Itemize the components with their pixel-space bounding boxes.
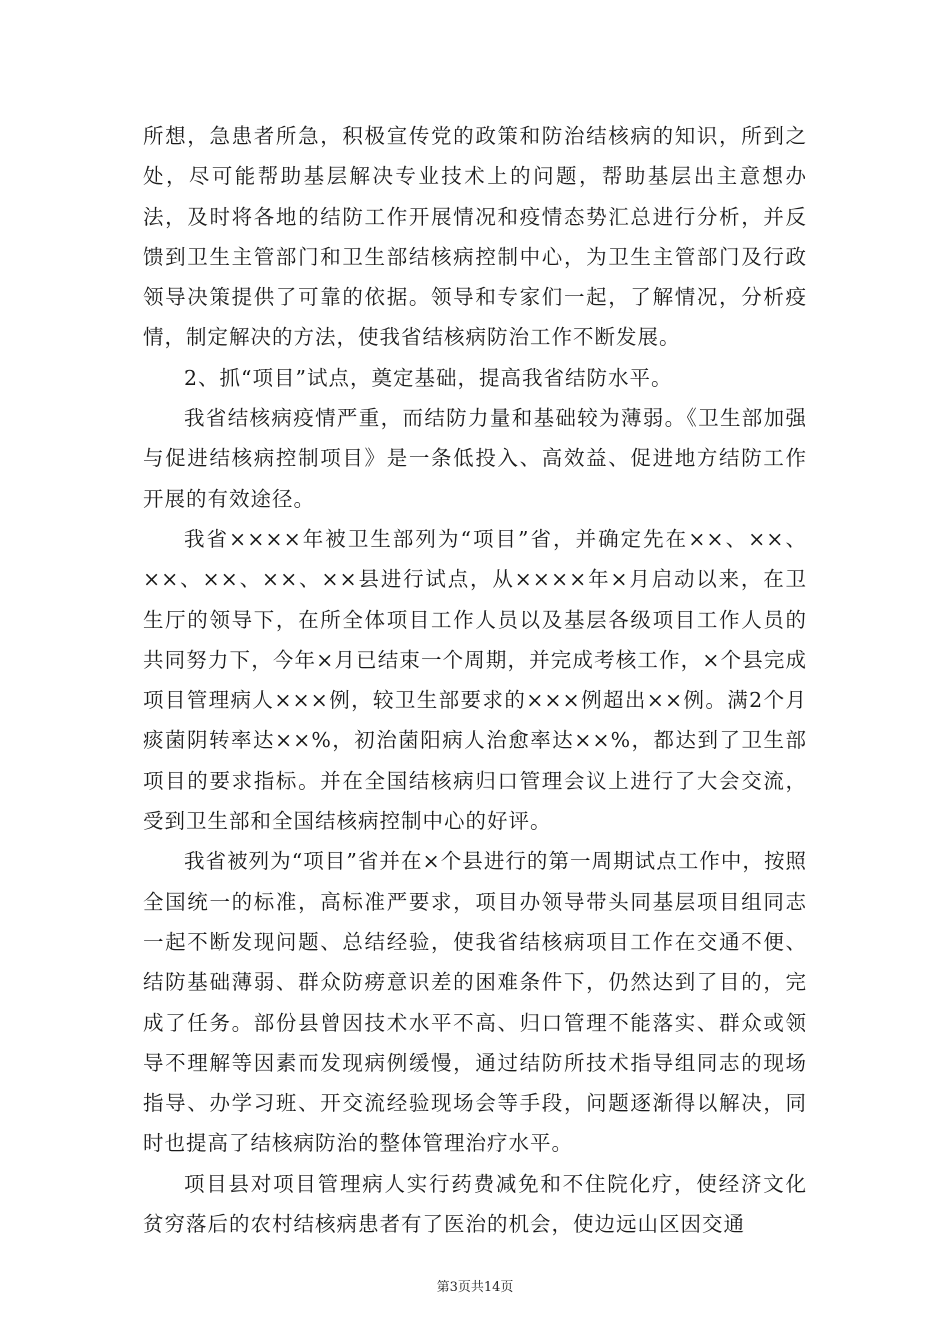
document-body <box>143 116 807 1244</box>
paragraph-6: 项目县对项目管理病人实行药费减免和不住院化疗，使经济文化贫穷落后的农村结核病患者有了医治的机会，使边远山区因交通 <box>143 1171 807 1237</box>
paragraph-1: 所想，急患者所急，积极宣传党的政策和防治结核病的知识，所到之处，尽可能帮助基层解决专业技术上的问题，帮助基层出主意想办法，及时将各地的结防工作开展情况和疫情态势汇总进行分析，并反馈到卫生主管部门和卫生部结核病控制中心，为卫生主管部门及行政领导决策提供了可靠的依据。领导和专家们一起，了解情况，分析疫情，制定解决的方法，使我省结核病防治工作不断发展。 <box>143 124 807 350</box>
page-number: 第3页共14页 <box>436 1280 514 1295</box>
paragraph-4: 我省××××年被卫生部列为“项目”省，并确定先在××、××、××、××、××、××县进行试点，从××××年×月启动以来，在卫生厅的领导下，在所全体项目工作人员以及基层各级项目工作人员的共同努力下，今年×月已结束一个周期，并完成考核工作，×个县完成项目管理病人×××例，较卫生部要求的×××例超出××例。满2个月痰菌阴转率达××%，初治菌阳病人治愈率达××%，都达到了卫生部项目的要求指标。并在全国结核病归口管理会议上进行了大会交流，受到卫生部和全国结核病控制中心的好评。 <box>143 526 807 834</box>
paragraph-3: 我省结核病疫情严重，而结防力量和基础较为薄弱。《卫生部加强与促进结核病控制项目》是一条低投入、高效益、促进地方结防工作开展的有效途径。 <box>143 406 807 511</box>
paragraph-5: 我省被列为“项目”省并在×个县进行的第一周期试点工作中，按照全国统一的标准，高标准严要求，项目办领导带头同基层项目组同志一起不断发现问题、总结经验，使我省结核病项目工作在交通不便、结防基础薄弱、群众防痨意识差的困难条件下，仍然达到了目的，完成了任务。部份县曾因技术水平不高、归口管理不能落实、群众或领导不理解等因素而发现病例缓慢，通过结防所技术指导组同志的现场指导、办学习班、开交流经验现场会等手段，问题逐渐得以解决，同时也提高了结核病防治的整体管理治疗水平。 <box>143 849 807 1156</box>
paragraph-2-heading: 2、抓“项目”试点，奠定基础，提高我省结防水平。 <box>184 365 673 390</box>
